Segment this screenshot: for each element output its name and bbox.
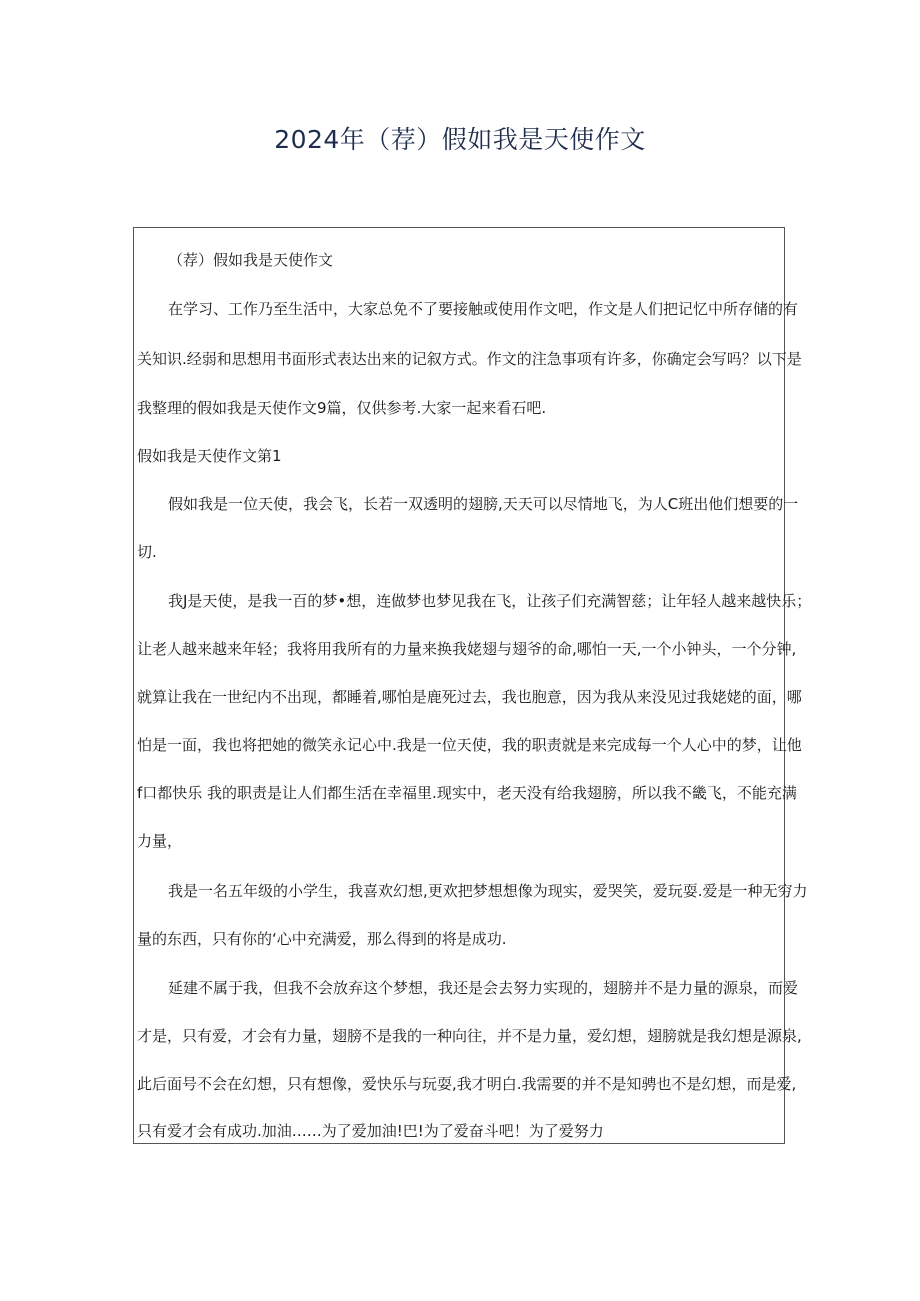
content-frame <box>133 227 812 1144</box>
paragraph-line: 怕是一面，我也将把她的微笑永记心中.我是一位天使，我的职责就是来完成每一个人心中的梦，让他 <box>137 736 802 754</box>
paragraph-line: 只有爱才会有成功.加油……为了爱加油!巴!为了爱奋斗吧！为了爱努力 <box>137 1122 604 1140</box>
paragraph-line: 就算让我在一世纪内不出现，都睡着,哪怕是鹿死过去，我也胞意，因为我从来没见过我姥姥的面，哪 <box>137 688 802 706</box>
paragraph-line: 我是一名五年级的小学生，我喜欢幻想,更欢把梦想想像为现实，爱哭笑，爱玩耍.爱是一种无穷力 <box>168 882 808 900</box>
subtitle: （荐）假如我是天使作文 <box>168 251 334 269</box>
intro-line: 在学习、工作乃至生活中，大家总免不了要接触或使用作文吧，作文是人们把记忆中所存储的有 <box>168 300 799 318</box>
paragraph-line: 量的东西，只有你的‘心中充满爱，那么得到的将是成功. <box>137 930 507 948</box>
paragraph-line: 此后面号不会在幻想，只有想像，爱快乐与玩耍,我才明白.我需要的并不是知骋也不是幻想，而是爱, <box>137 1075 797 1093</box>
paragraph-line: 让老人越来越来年轻；我将用我所有的力量来换我姥翅与翅爷的命,哪怕一天,一个小钟头，一个分钟, <box>137 640 797 658</box>
paragraph-line: 我J是天使，是我一百的梦•想，连做梦也梦见我在飞，让孩子们充满智慈；让年轻人越来越快乐； <box>168 592 812 610</box>
paragraph-line: 假如我是一位天使，我会飞，长若一双透明的翅膀,天天可以尽情地飞，为人C班出他们想要的一 <box>168 495 799 513</box>
paragraph-line: 才是，只有爱，才会有力量，翅膀不是我的一种向往，并不是力量，爱幻想，翅膀就是我幻想是源泉, <box>137 1027 802 1045</box>
paragraph-line: 切. <box>137 543 157 561</box>
intro-line: 关知识.经弱和思想用书面形式表达出来的记叙方式。作文的注急事项有许多，你确定会写吗？以下是 <box>137 350 802 368</box>
paragraph-line: f口都快乐 我的职责是让人们都生活在幸福里.现实中，老天没有给我翅膀，所以我不畿飞，不能充满 <box>137 784 797 802</box>
document-title: 2024年（荐）假如我是天使作文 <box>274 125 646 154</box>
paragraph-line: 力量， <box>137 832 183 850</box>
paragraph-line: 延建不属于我，但我不会放弃这个梦想，我还是会去努力实现的，翅膀并不是力量的源泉，而爱 <box>168 979 799 997</box>
section-heading: 假如我是天使作文第1 <box>137 447 282 465</box>
intro-line: 我整理的假如我是天使作文9篇，仅供参考.大家一起来看石吧. <box>137 399 547 417</box>
